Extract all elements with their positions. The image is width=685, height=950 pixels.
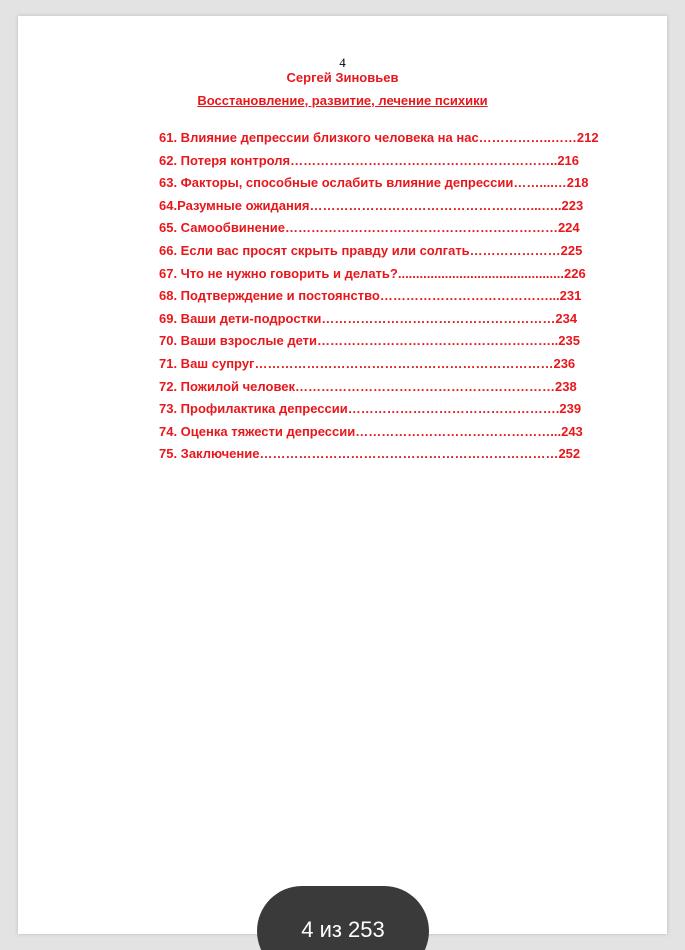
toc-entry-text: 65. Самообвинение………………………………………………………224 (159, 220, 580, 236)
toc-entry-text: 66. Если вас просят скрыть правду или солгать…………………225 (159, 242, 583, 258)
toc-entry-68 (159, 285, 599, 308)
toc-entry-71 (159, 353, 599, 376)
toc-entry-text: 62. Потеря контроля……………………………………………………..216 (159, 152, 580, 168)
toc-entry-65 (159, 217, 599, 240)
table-of-contents (159, 127, 599, 466)
toc-entry-text: 74. Оценка тяжести депрессии………………………………………...243 (159, 423, 583, 439)
toc-entry-69 (159, 308, 599, 331)
toc-entry-text: 64.Разумные ожидания……………………………………………...…..223 (159, 197, 584, 213)
page-number: 4 (339, 55, 346, 70)
toc-entry-64 (159, 195, 599, 218)
author-name: Сергей Зиновьев (286, 70, 399, 85)
toc-entry-62 (159, 150, 599, 173)
toc-entry-75 (159, 443, 599, 466)
toc-entry-73 (159, 398, 599, 421)
toc-entry-text: 71. Ваш супруг……………………………………………………………236 (159, 355, 576, 371)
toc-entry-text: 63. Факторы, способные ослабить влияние депрессии……....…218 (159, 175, 589, 191)
toc-entry-72 (159, 376, 599, 399)
toc-entry-63 (159, 172, 599, 195)
page-indicator-label: 4 из 253 (301, 917, 385, 942)
toc-entry-74 (159, 421, 599, 444)
toc-entry-67 (159, 263, 599, 286)
toc-entry-61 (159, 127, 599, 150)
toc-entry-text: 69. Ваши дети-подростки………………………………………………234 (159, 310, 578, 326)
toc-entry-text: 75. Заключение……………………………………………………………252 (159, 446, 581, 462)
toc-entry-70 (159, 330, 599, 353)
toc-entry-text: 61. Влияние депрессии близкого человека на нас……………..……212 (159, 130, 599, 145)
toc-entry-text: 70. Ваши взрослые дети………………………………………………..235 (159, 333, 580, 349)
document-page (18, 16, 667, 934)
toc-entry-text: 67. Что не нужно говорить и делать?..............................................226 (159, 265, 586, 281)
toc-entry-text: 68. Подтверждение и постоянство…………………………………...231 (159, 288, 582, 304)
toc-entry-text: 72. Пожилой человек……………………………………………………238 (159, 378, 577, 394)
page-indicator (257, 886, 429, 950)
book-title: Восстановление, развитие, лечение психики (197, 93, 488, 108)
toc-entry-text: 73. Профилактика депрессии………………………………………….239 (159, 401, 582, 417)
toc-entry-66 (159, 240, 599, 263)
